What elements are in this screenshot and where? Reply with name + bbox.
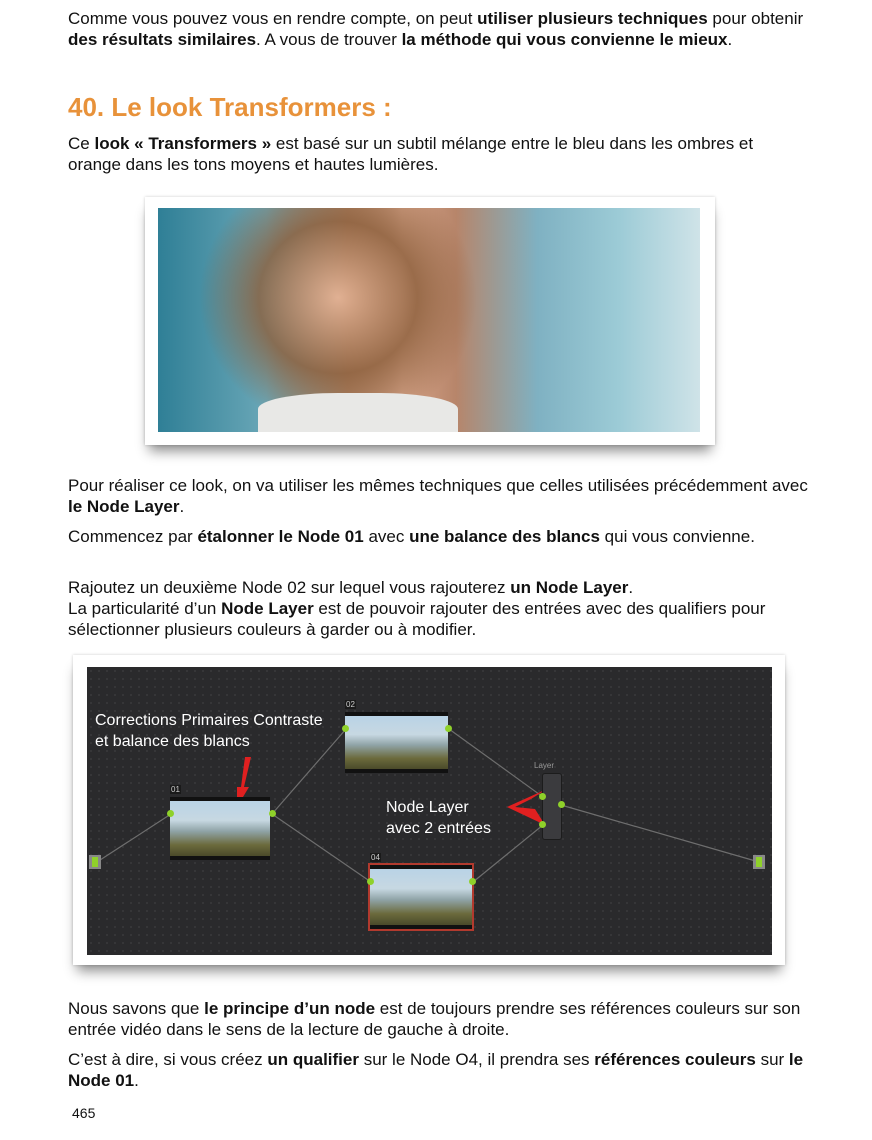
transformers-photo	[158, 208, 700, 432]
bold-text: étalonner le Node 01	[197, 527, 364, 546]
text: Rajoutez un deuxième Node 02 sur lequel vous rajouterez	[68, 578, 511, 597]
node-04-output[interactable]	[469, 878, 476, 885]
bold-text: le Node 01	[68, 1050, 804, 1090]
text: est basé sur un subtil mélange entre le bleu dans les ombres et orange dans les tons moyens et hautes lumières.	[68, 134, 754, 174]
text: Node Layer	[386, 799, 469, 816]
paragraph-1	[68, 475, 808, 517]
text: pour obtenir	[707, 9, 804, 28]
bold-text: le Node Layer	[68, 497, 180, 516]
annotation-node-layer	[386, 797, 491, 839]
node-01[interactable]	[170, 797, 270, 860]
text: .	[628, 578, 634, 597]
text: La particularité d’un	[68, 599, 222, 618]
text: sur le Node O4, il prendra ses	[358, 1050, 595, 1069]
node-01-label: 01	[171, 785, 180, 794]
text: et balance des blancs	[95, 733, 250, 750]
bold-text: un qualifier	[267, 1050, 359, 1069]
text: Pour réaliser ce look, on va utiliser les mêmes techniques que celles utilisées précédemment avec	[68, 476, 808, 495]
layer-label: Layer	[534, 761, 555, 770]
text: C’est à dire, si vous créez	[68, 1050, 268, 1069]
node-02-input[interactable]	[342, 725, 349, 732]
connection-line	[272, 814, 371, 882]
text: . A vous de trouver	[256, 30, 402, 49]
node-01-input[interactable]	[167, 810, 174, 817]
paragraph-3	[68, 577, 808, 640]
node-02-output[interactable]	[445, 725, 452, 732]
bold-text: une balance des blancs	[409, 527, 600, 546]
text: avec	[363, 527, 410, 546]
text: est de toujours prendre ses références couleurs sur son entrée vidéo dans le sens de la lecture de gauche à droite.	[68, 999, 801, 1039]
look-paragraph	[68, 133, 808, 175]
input-connector[interactable]	[89, 855, 101, 869]
bold-text: un Node Layer	[510, 578, 629, 597]
bold-text: la méthode qui vous convienne le mieux	[401, 30, 728, 49]
intro-paragraph	[68, 8, 808, 50]
node-02-label: 02	[346, 700, 355, 709]
layer-input-2[interactable]	[539, 821, 546, 828]
paragraph-4	[68, 998, 808, 1040]
photo-frame	[145, 197, 715, 445]
text: Ce	[68, 134, 95, 153]
text: .	[134, 1071, 139, 1090]
text: Commencez par	[68, 527, 198, 546]
paragraph-5	[68, 1049, 808, 1091]
node-04[interactable]	[370, 865, 472, 929]
bold-text: des résultats similaires	[68, 30, 257, 49]
text: avec 2 entrées	[386, 820, 491, 837]
layer-output[interactable]	[558, 801, 565, 808]
text: qui vous convienne.	[599, 527, 755, 546]
text: est de pouvoir rajouter des entrées avec des qualifiers pour sélectionner plusieurs couleurs à garder ou à modifier.	[68, 599, 766, 639]
connection-line	[97, 814, 171, 862]
text: Corrections Primaires Contraste	[95, 712, 323, 729]
annotation-corrections	[95, 710, 323, 752]
text: Nous savons que	[68, 999, 205, 1018]
node-04-label: 04	[371, 853, 380, 862]
bold-text: Node Layer	[221, 599, 314, 618]
text: sur	[755, 1050, 789, 1069]
text: .	[727, 30, 733, 49]
bold-text: références couleurs	[594, 1050, 756, 1069]
node-diagram-frame	[73, 655, 785, 965]
bold-text: look « Transformers »	[94, 134, 272, 153]
node-01-output[interactable]	[269, 810, 276, 817]
connection-line	[561, 805, 759, 862]
node-04-input[interactable]	[367, 878, 374, 885]
page-number: 465	[72, 1105, 96, 1121]
bold-text: le principe d’un node	[204, 999, 376, 1018]
layer-input-1[interactable]	[539, 793, 546, 800]
text: Comme vous pouvez vous en rendre compte, on peut	[68, 9, 478, 28]
node-02[interactable]	[345, 712, 448, 773]
node-graph	[87, 667, 772, 955]
bold-text: utiliser plusieurs techniques	[477, 9, 708, 28]
paragraph-2	[68, 526, 808, 547]
output-connector[interactable]	[753, 855, 765, 869]
section-heading: 40. Le look Transformers :	[68, 92, 392, 122]
connection-line	[449, 729, 543, 797]
text: .	[179, 497, 185, 516]
